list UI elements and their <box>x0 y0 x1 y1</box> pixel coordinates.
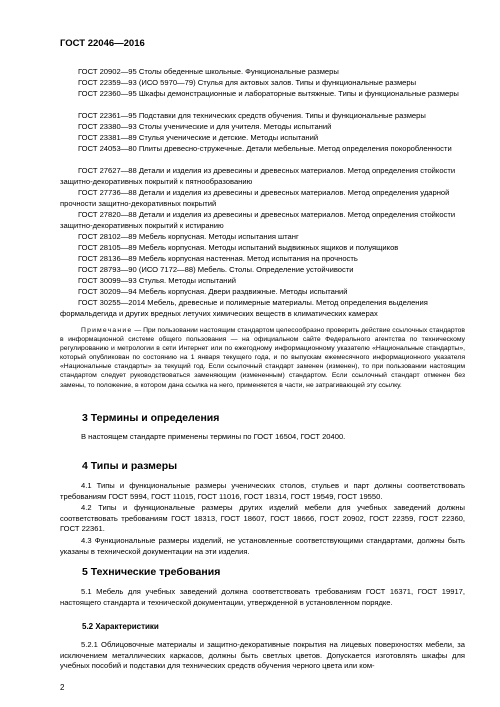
reference-item: ГОСТ 28102—89 Мебель корпусная. Методы испытания штанг <box>78 232 299 241</box>
section-paragraph: В настоящем стандарте применены термины по ГОСТ 16504, ГОСТ 20400. <box>81 432 346 441</box>
note-label: Примечание <box>81 327 133 334</box>
reference-item: ГОСТ 30099—93 Стулья. Методы испытаний <box>78 276 236 285</box>
reference-item: ГОСТ 28105—89 Мебель корпусная. Методы испытаний выдвижных ящиков и полуящиков <box>78 243 399 252</box>
reference-item: ГОСТ 23381—89 Стулья ученические и детские. Методы испытаний <box>78 133 319 142</box>
section-paragraph: 4.2 Типы и функциональные размеры других изделий мебели для учебных заведений должны соответствовать требованиям ГОСТ 18313, ГОСТ 18607, ГОСТ 18666, ГОСТ 20902, ГОСТ 22359, ГОСТ 22360, ГОСТ 22361. <box>60 503 465 534</box>
page-number: 2 <box>60 683 65 692</box>
section-paragraph: 5.1 Мебель для учебных заведений должна соответствовать требованиям ГОСТ 16371, ГОСТ 19917, настоящего стандарта и технической документации, утвержденной в установленном порядке. <box>60 587 465 607</box>
reference-item: ГОСТ 28136—89 Мебель корпусная настенная. Метод испытания на прочность <box>78 254 358 263</box>
reference-item: ГОСТ 24053—80 Плиты древесно-стружечные. Детали мебельные. Метод определения покоробленности <box>78 144 452 153</box>
reference-item: ГОСТ 28793—90 (ИСО 7172—88) Мебель. Столы. Определение устойчивости <box>78 265 354 274</box>
subsection-heading: 5.2 Характеристики <box>82 622 159 631</box>
reference-item: ГОСТ 22361—95 Подставки для технических средств обучения. Типы и функциональные размеры <box>78 111 426 120</box>
reference-item: ГОСТ 27627—88 Детали и изделия из древесины и древесных материалов. Метод определения стойкости защитно-декоративных покрытий к пятнообразованию <box>60 166 456 186</box>
section-heading-requirements: 5 Технические требования <box>82 566 221 578</box>
running-header: ГОСТ 22046—2016 <box>60 38 145 49</box>
reference-item: ГОСТ 30255—2014 Мебель, древесные и полимерные материалы. Метод определения выделения формальдегида и других вредных летучих химических веществ в климатических камерах <box>60 298 428 318</box>
section-heading-types: 4 Типы и размеры <box>82 460 178 472</box>
section-paragraph: 5.2.1 Облицовочные материалы и защитно-декоративные покрытия на лицевых поверхностях мебели, за исключением металлических каркасов, должны быть светлых цветов. Допускается изготовлять шкафы для учебных пособий и подставки для технических средств обучения черного цвета или ком- <box>60 640 465 671</box>
reference-item: ГОСТ 27736—88 Детали и изделия из древесины и древесных материалов. Метод определения ударной прочности защитно-декоративных покрытий <box>60 188 450 208</box>
reference-item: ГОСТ 20902—95 Столы обеденные школьные. Функциональные размеры <box>78 67 339 76</box>
reference-item: ГОСТ 30209—94 Мебель корпусная. Двери раздвижные. Методы испытаний <box>78 287 348 296</box>
reference-item: ГОСТ 23380—93 Столы ученические и для учителя. Методы испытаний <box>78 122 332 131</box>
note-paragraph <box>60 326 465 390</box>
note-text: — При пользовании настоящим стандартом целесообразно проверить действие ссылочных стандартов в информационной системе общего пользования — на официальном сайте Федерального агентства по техническому регулированию и метрологии в сети Интернет или по ежегодному информационному указателю «Национальные стандарты», который опубликован по состоянию на 1 января текущего года, и по выпускам ежемесячного информационного указателя «Национальные стандарты» за текущий год. Если ссылочный стандарт заменен (изменен), то при пользовании настоящим стандартом следует руководствоваться заменяющим (измененным) стандартом. Если ссылочный стандарт отменен без замены, то положение, в котором дана ссылка на него, применяется в части, не затрагивающей эту ссылку. <box>60 327 465 389</box>
reference-item: ГОСТ 22360—95 Шкафы демонстрационные и лабораторные вытяжные. Типы и функциональные размеры <box>78 89 459 98</box>
section-paragraph: 4.1 Типы и функциональные размеры ученических столов, стульев и парт должны соответствовать требованиям ГОСТ 5994, ГОСТ 11015, ГОСТ 11016, ГОСТ 18314, ГОСТ 19549, ГОСТ 19550. <box>60 481 465 501</box>
section-paragraph: 4.3 Функциональные размеры изделий, не установленные соответствующими стандартами, должны быть указаны в технической документации на эти изделия. <box>60 536 465 556</box>
reference-item: ГОСТ 27820—88 Детали и изделия из древесины и древесных материалов. Метод определения стойкости защитно-декоративных покрытий к истиранию <box>60 210 456 230</box>
section-heading-terms: 3 Термины и определения <box>82 412 220 424</box>
reference-item: ГОСТ 22359—93 (ИСО 5970—79) Стулья для актовых залов. Типы и функциональные размеры <box>78 78 417 87</box>
